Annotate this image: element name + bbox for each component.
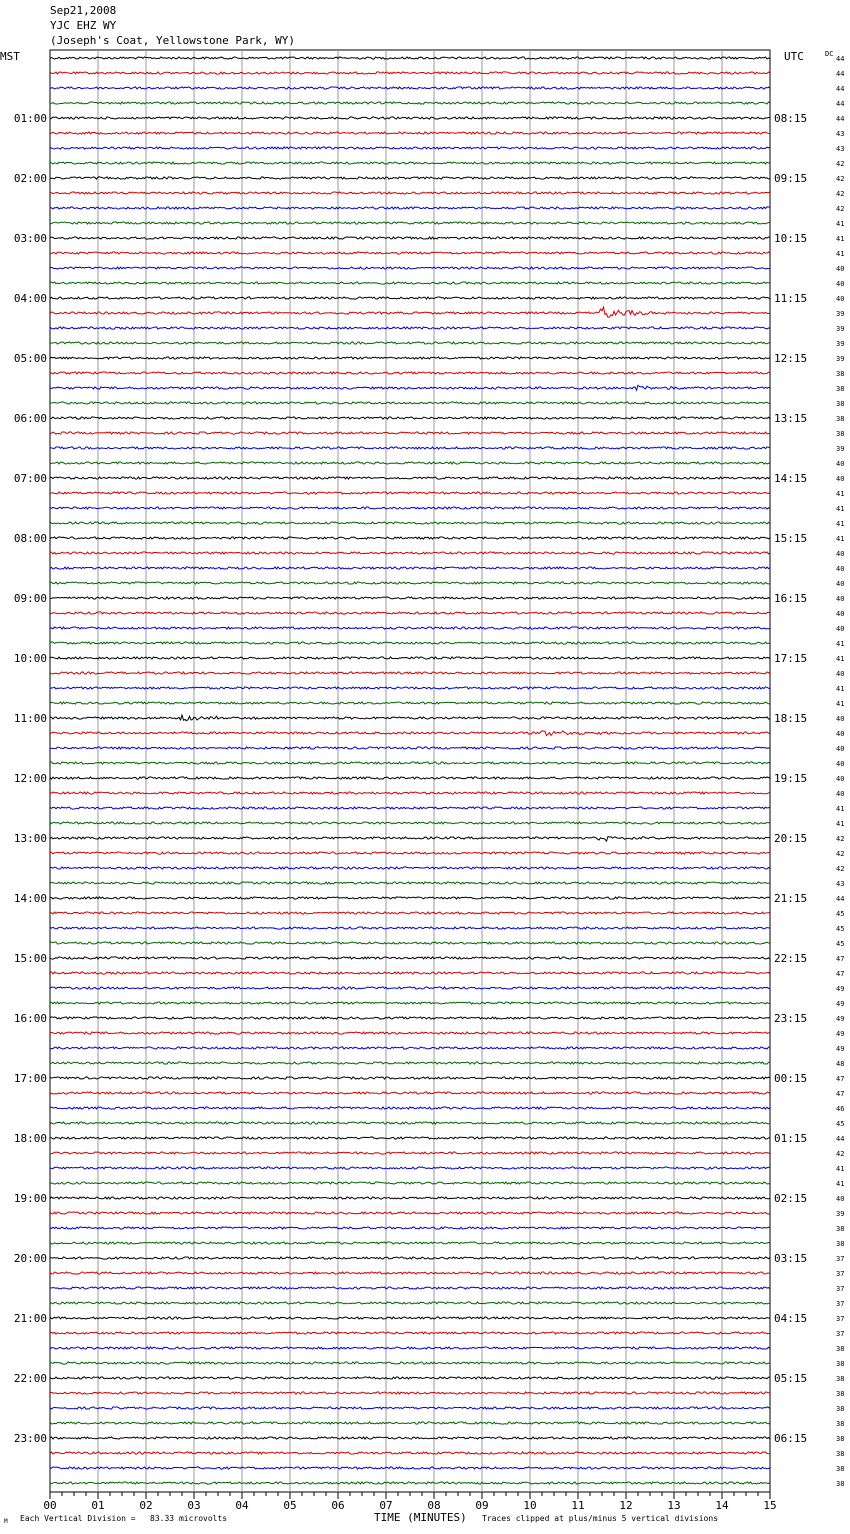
- right-hour-label: 06:15: [774, 1432, 808, 1445]
- seismic-trace: [50, 1347, 770, 1349]
- dc-offset-value: 38: [836, 1450, 845, 1458]
- right-hour-label: 19:15: [774, 772, 808, 785]
- trace-group: [50, 57, 770, 1484]
- left-hour-labels: [14, 112, 47, 1445]
- seismic-trace: [50, 1467, 770, 1469]
- seismic-trace: [50, 1362, 770, 1364]
- right-hour-label: 03:15: [774, 1252, 808, 1265]
- seismic-trace: [50, 867, 770, 869]
- dc-offset-value: 38: [836, 385, 845, 393]
- dc-offset-value: 48: [836, 1060, 845, 1068]
- seismic-trace: [50, 537, 770, 539]
- seismic-trace: [50, 1437, 770, 1439]
- left-hour-label: 07:00: [13, 472, 47, 485]
- seismic-trace: [50, 417, 770, 419]
- dc-offset-value: 40: [836, 475, 845, 483]
- dc-offset-value: 42: [836, 835, 845, 843]
- right-hour-label: 11:15: [774, 292, 808, 305]
- seismic-trace: [50, 747, 770, 749]
- seismic-trace: [50, 252, 770, 254]
- dc-offset-value: 41: [836, 1180, 845, 1188]
- dc-offset-labels: [836, 55, 844, 1488]
- dc-offset-value: 47: [836, 955, 845, 963]
- x-tick-label: 10: [523, 1499, 537, 1512]
- seismic-trace: [50, 957, 770, 959]
- dc-offset-value: 49: [836, 1045, 845, 1053]
- right-hour-label: 09:15: [774, 172, 808, 185]
- location-label: (Joseph's Coat, Yellowstone Park, WY): [50, 34, 296, 47]
- dc-offset-value: 44: [836, 1135, 845, 1143]
- dc-offset-value: 44: [836, 85, 845, 93]
- seismic-trace: [50, 372, 770, 374]
- seismic-trace: [50, 731, 770, 736]
- seismic-trace: [50, 1032, 770, 1034]
- left-hour-label: 08:00: [13, 532, 47, 545]
- dc-offset-value: 41: [836, 220, 845, 228]
- seismic-trace: [50, 1272, 770, 1274]
- dc-offset-value: 40: [836, 595, 845, 603]
- x-tick-label: 05: [283, 1499, 297, 1512]
- seismic-trace: [50, 642, 770, 644]
- left-hour-label: 10:00: [13, 652, 47, 665]
- dc-offset-value: 37: [836, 1315, 845, 1323]
- seismic-trace: [50, 627, 770, 629]
- right-hour-label: 13:15: [774, 412, 808, 425]
- dc-offset-value: 45: [836, 940, 845, 948]
- seismic-trace: [50, 72, 770, 74]
- left-hour-label: 04:00: [13, 292, 47, 305]
- dc-offset-value: 37: [836, 1285, 845, 1293]
- clip-note: Traces clipped at plus/minus 5 vertical divisions: [482, 1514, 719, 1523]
- x-tick-label: 03: [187, 1499, 201, 1512]
- dc-offset-value: 40: [836, 565, 845, 573]
- x-tick-label: 04: [235, 1499, 249, 1512]
- left-hour-label: 22:00: [13, 1372, 47, 1385]
- dc-offset-value: 37: [836, 1300, 845, 1308]
- seismic-trace: [50, 1452, 770, 1454]
- left-hour-label: 12:00: [13, 772, 47, 785]
- seismic-trace: [50, 357, 770, 359]
- left-hour-label: 15:00: [13, 952, 47, 965]
- dc-offset-value: 38: [836, 430, 845, 438]
- dc-offset-value: 43: [836, 880, 845, 888]
- seismic-trace: [50, 897, 770, 899]
- seismic-trace: [50, 385, 770, 390]
- seismic-trace: [50, 1212, 770, 1214]
- dc-offset-value: 47: [836, 970, 845, 978]
- x-tick-label: 12: [619, 1499, 633, 1512]
- dc-offset-value: 42: [836, 205, 845, 213]
- dc-offset-value: 47: [836, 1075, 845, 1083]
- left-hour-label: 20:00: [13, 1252, 47, 1265]
- dc-offset-value: 41: [836, 1165, 845, 1173]
- left-hour-label: 19:00: [13, 1192, 47, 1205]
- dc-offset-value: 49: [836, 985, 845, 993]
- dc-offset-value: 40: [836, 295, 845, 303]
- dc-offset-value: 40: [836, 610, 845, 618]
- plot-frame: [50, 50, 770, 1492]
- seismic-trace: [50, 342, 770, 344]
- seismic-trace: [50, 942, 770, 944]
- seismic-trace: [50, 1137, 770, 1139]
- seismic-trace: [50, 927, 770, 929]
- x-tick-label: 01: [91, 1499, 105, 1512]
- x-tick-label: 11: [571, 1499, 585, 1512]
- seismic-trace: [50, 1182, 770, 1184]
- seismic-trace: [50, 1152, 770, 1154]
- seismic-trace: [50, 87, 770, 89]
- time-axis: [43, 1492, 776, 1512]
- dc-offset-value: 43: [836, 130, 845, 138]
- dc-offset-value: 40: [836, 730, 845, 738]
- right-hour-label: 04:15: [774, 1312, 808, 1325]
- seismic-trace: [50, 507, 770, 509]
- seismic-trace: [50, 852, 770, 854]
- left-hour-label: 21:00: [13, 1312, 47, 1325]
- dc-offset-value: 40: [836, 790, 845, 798]
- x-tick-label: 00: [43, 1499, 57, 1512]
- seismic-trace: [50, 1062, 770, 1064]
- seismic-trace: [50, 147, 770, 149]
- seismic-trace: [50, 1407, 770, 1409]
- seismic-trace: [50, 1317, 770, 1319]
- seismic-trace: [50, 162, 770, 164]
- dc-offset-value: 40: [836, 1195, 845, 1203]
- dc-offset-value: 42: [836, 1150, 845, 1158]
- seismic-trace: [50, 822, 770, 824]
- minute-grid: [98, 50, 722, 1492]
- seismic-trace: [50, 1482, 770, 1484]
- x-tick-label: 08: [427, 1499, 441, 1512]
- dc-offset-value: 40: [836, 580, 845, 588]
- dc-offset-value: 49: [836, 1000, 845, 1008]
- right-hour-label: 14:15: [774, 472, 808, 485]
- seismic-trace: [50, 792, 770, 794]
- corner-mark: M: [4, 1518, 8, 1525]
- dc-offset-value: 38: [836, 1390, 845, 1398]
- dc-offset-value: 41: [836, 250, 845, 258]
- x-tick-label: 07: [379, 1499, 393, 1512]
- dc-offset-value: 42: [836, 850, 845, 858]
- seismic-trace: [50, 1257, 770, 1259]
- dc-offset-value: 38: [836, 400, 845, 408]
- seismic-trace: [50, 552, 770, 554]
- dc-offset-value: 39: [836, 1210, 845, 1218]
- dc-offset-value: 38: [836, 1405, 845, 1413]
- dc-offset-value: 41: [836, 655, 845, 663]
- seismic-trace: [50, 117, 770, 119]
- dc-offset-value: 37: [836, 1270, 845, 1278]
- dc-offset-value: 41: [836, 535, 845, 543]
- left-timezone-label: MST: [0, 50, 20, 63]
- x-tick-label: 14: [715, 1499, 729, 1512]
- right-hour-label: 08:15: [774, 112, 808, 125]
- dc-offset-value: 40: [836, 760, 845, 768]
- left-hour-label: 11:00: [13, 712, 47, 725]
- dc-offset-value: 49: [836, 1030, 845, 1038]
- dc-offset-value: 41: [836, 640, 845, 648]
- seismic-trace: [50, 972, 770, 974]
- seismic-trace: [50, 1377, 770, 1379]
- left-hour-label: 03:00: [13, 232, 47, 245]
- dc-offset-value: 42: [836, 175, 845, 183]
- dc-offset-value: 41: [836, 490, 845, 498]
- seismic-trace: [50, 1002, 770, 1004]
- dc-header-label: DC: [825, 50, 834, 58]
- dc-offset-value: 45: [836, 1120, 845, 1128]
- seismic-trace: [50, 192, 770, 194]
- dc-offset-value: 38: [836, 415, 845, 423]
- seismic-trace: [50, 57, 770, 59]
- dc-offset-value: 40: [836, 745, 845, 753]
- x-tick-label: 09: [475, 1499, 489, 1512]
- left-hour-label: 18:00: [13, 1132, 47, 1145]
- dc-offset-value: 38: [836, 1435, 845, 1443]
- seismic-trace: [50, 492, 770, 494]
- left-hour-label: 06:00: [13, 412, 47, 425]
- right-hour-label: 23:15: [774, 1012, 808, 1025]
- seismic-trace: [50, 1287, 770, 1289]
- seismic-trace: [50, 762, 770, 764]
- seismic-trace: [50, 582, 770, 584]
- dc-offset-value: 37: [836, 1255, 845, 1263]
- dc-offset-value: 40: [836, 670, 845, 678]
- seismic-trace: [50, 207, 770, 209]
- seismic-trace: [50, 282, 770, 284]
- dc-offset-value: 38: [836, 1225, 845, 1233]
- seismic-trace: [50, 447, 770, 449]
- seismic-trace: [50, 1122, 770, 1124]
- seismic-trace: [50, 612, 770, 614]
- x-tick-label: 13: [667, 1499, 681, 1512]
- scale-note: Each Vertical Division = 83.33 microvolts: [20, 1514, 228, 1523]
- left-hour-label: 02:00: [13, 172, 47, 185]
- seismic-trace: [50, 702, 770, 704]
- dc-offset-value: 40: [836, 775, 845, 783]
- dc-offset-value: 39: [836, 340, 845, 348]
- seismic-trace: [50, 1332, 770, 1334]
- seismic-trace: [50, 1077, 770, 1079]
- seismic-trace: [50, 327, 770, 329]
- dc-offset-value: 41: [836, 820, 845, 828]
- dc-offset-value: 41: [836, 685, 845, 693]
- dc-offset-value: 39: [836, 445, 845, 453]
- dc-offset-value: 42: [836, 190, 845, 198]
- dc-offset-value: 38: [836, 1375, 845, 1383]
- dc-offset-value: 42: [836, 865, 845, 873]
- seismic-trace: [50, 1047, 770, 1049]
- dc-offset-value: 49: [836, 1015, 845, 1023]
- seismic-trace: [50, 1422, 770, 1424]
- dc-offset-value: 41: [836, 520, 845, 528]
- left-hour-label: 17:00: [13, 1072, 47, 1085]
- seismic-trace: [50, 912, 770, 914]
- left-hour-label: 01:00: [13, 112, 47, 125]
- seismic-trace: [50, 307, 770, 317]
- seismic-trace: [50, 222, 770, 224]
- seismic-trace: [50, 1392, 770, 1394]
- seismic-trace: [50, 297, 770, 299]
- date-label: Sep21,2008: [50, 4, 117, 17]
- seismic-trace: [50, 132, 770, 134]
- right-hour-label: 22:15: [774, 952, 808, 965]
- right-hour-label: 05:15: [774, 1372, 808, 1385]
- dc-offset-value: 44: [836, 895, 845, 903]
- right-hour-label: 18:15: [774, 712, 808, 725]
- dc-offset-value: 47: [836, 1090, 845, 1098]
- x-tick-label: 02: [139, 1499, 153, 1512]
- right-hour-label: 20:15: [774, 832, 808, 845]
- right-hour-label: 01:15: [774, 1132, 808, 1145]
- dc-offset-value: 40: [836, 265, 845, 273]
- right-hour-label: 02:15: [774, 1192, 808, 1205]
- right-hour-label: 15:15: [774, 532, 808, 545]
- x-tick-label: 06: [331, 1499, 345, 1512]
- seismic-trace: [50, 657, 770, 659]
- seismic-trace: [50, 687, 770, 689]
- dc-offset-value: 44: [836, 55, 845, 63]
- seismic-trace: [50, 882, 770, 884]
- seismic-trace: [50, 1017, 770, 1019]
- seismic-trace: [50, 1227, 770, 1229]
- right-timezone-label: UTC: [784, 50, 804, 63]
- seismic-trace: [50, 777, 770, 779]
- dc-offset-value: 43: [836, 145, 845, 153]
- left-hour-label: 16:00: [13, 1012, 47, 1025]
- dc-offset-value: 42: [836, 160, 845, 168]
- dc-offset-value: 37: [836, 1330, 845, 1338]
- seismic-trace: [50, 1107, 770, 1109]
- dc-offset-value: 45: [836, 910, 845, 918]
- left-hour-label: 05:00: [13, 352, 47, 365]
- dc-offset-value: 40: [836, 715, 845, 723]
- dc-offset-value: 39: [836, 325, 845, 333]
- right-hour-label: 17:15: [774, 652, 808, 665]
- dc-offset-value: 41: [836, 505, 845, 513]
- seismic-trace: [50, 1167, 770, 1169]
- right-hour-labels: [774, 112, 807, 1445]
- left-hour-label: 23:00: [13, 1432, 47, 1445]
- dc-offset-value: 40: [836, 550, 845, 558]
- seismic-trace: [50, 402, 770, 404]
- dc-offset-value: 38: [836, 1465, 845, 1473]
- seismic-trace: [50, 807, 770, 809]
- dc-offset-value: 41: [836, 805, 845, 813]
- dc-offset-value: 38: [836, 1360, 845, 1368]
- dc-offset-value: 38: [836, 1480, 845, 1488]
- seismic-trace: [50, 267, 770, 269]
- x-axis-title: TIME (MINUTES): [374, 1511, 467, 1524]
- right-hour-label: 16:15: [774, 592, 808, 605]
- dc-offset-value: 39: [836, 310, 845, 318]
- left-hour-label: 13:00: [13, 832, 47, 845]
- dc-offset-value: 40: [836, 625, 845, 633]
- dc-offset-value: 46: [836, 1105, 845, 1113]
- dc-offset-value: 38: [836, 1345, 845, 1353]
- dc-offset-value: 44: [836, 70, 845, 78]
- seismic-trace: [50, 522, 770, 524]
- seismic-trace: [50, 1197, 770, 1199]
- dc-offset-value: 45: [836, 925, 845, 933]
- dc-offset-value: 40: [836, 280, 845, 288]
- seismic-trace: [50, 432, 770, 434]
- seismic-trace: [50, 102, 770, 104]
- left-hour-label: 09:00: [13, 592, 47, 605]
- dc-offset-value: 39: [836, 355, 845, 363]
- seismic-trace: [50, 477, 770, 479]
- seismic-trace: [50, 1092, 770, 1094]
- dc-offset-value: 41: [836, 235, 845, 243]
- dc-offset-value: 38: [836, 1420, 845, 1428]
- seismic-trace: [50, 567, 770, 569]
- right-hour-label: 12:15: [774, 352, 808, 365]
- seismic-trace: [50, 597, 770, 599]
- seismic-trace: [50, 837, 770, 842]
- right-hour-label: 00:15: [774, 1072, 808, 1085]
- left-hour-label: 14:00: [13, 892, 47, 905]
- dc-offset-value: 44: [836, 115, 845, 123]
- seismic-trace: [50, 715, 770, 721]
- seismic-trace: [50, 1242, 770, 1244]
- seismic-trace: [50, 237, 770, 239]
- seismic-trace: [50, 1302, 770, 1304]
- dc-offset-value: 44: [836, 100, 845, 108]
- right-hour-label: 21:15: [774, 892, 808, 905]
- dc-offset-value: 38: [836, 370, 845, 378]
- seismic-trace: [50, 987, 770, 989]
- station-label: YJC EHZ WY: [50, 19, 117, 32]
- dc-offset-value: 38: [836, 1240, 845, 1248]
- seismic-trace: [50, 177, 770, 179]
- x-tick-label: 15: [763, 1499, 777, 1512]
- seismic-trace: [50, 462, 770, 464]
- dc-offset-value: 40: [836, 460, 845, 468]
- right-hour-label: 10:15: [774, 232, 808, 245]
- seismic-trace: [50, 672, 770, 674]
- dc-offset-value: 41: [836, 700, 845, 708]
